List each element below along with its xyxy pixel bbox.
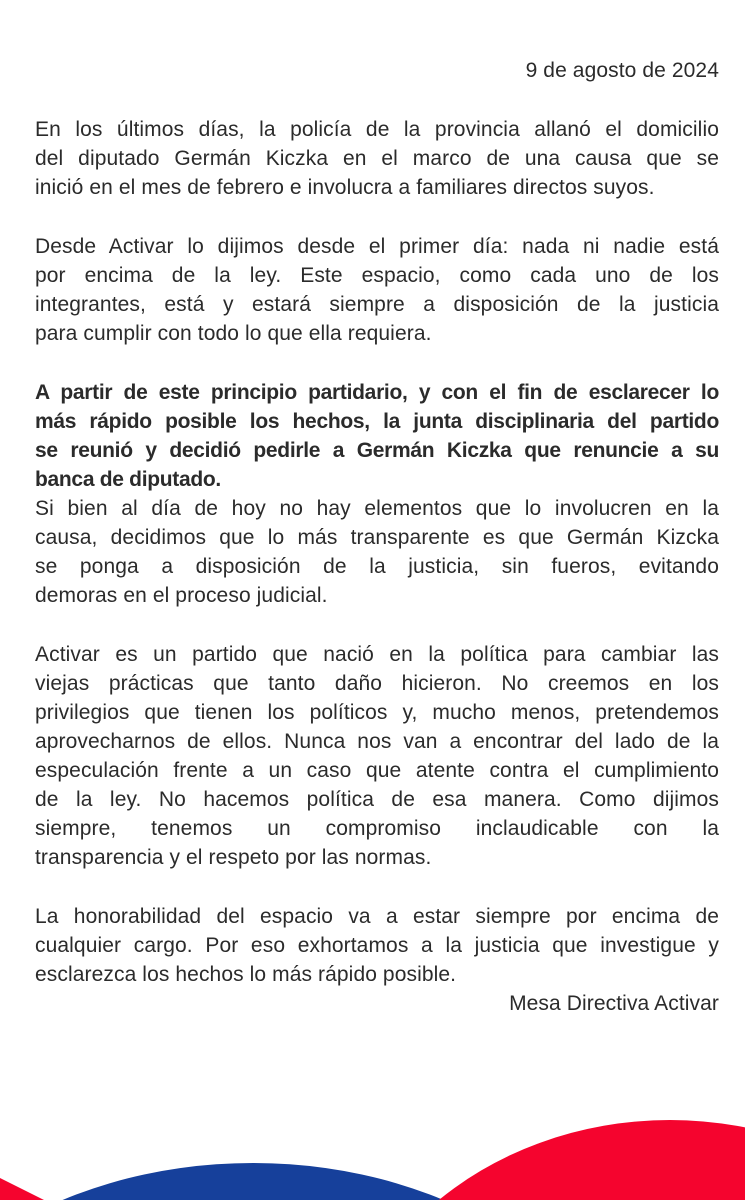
- paragraph-line: por encima de la ley. Este espacio, como cada uno de los: [35, 264, 719, 287]
- statement-date: 9 de agosto de 2024: [525, 59, 719, 82]
- paragraph-line: integrantes, está y estará siempre a disposición de la justicia: [35, 293, 719, 316]
- paragraph-line: de la ley. No hacemos política de esa manera. Como dijimos: [35, 788, 719, 811]
- paragraph-transparencia: [35, 494, 719, 610]
- red-corner-decoration: [0, 1178, 44, 1200]
- paragraph-line: transparencia y el respeto por las normas.: [35, 846, 432, 869]
- paragraph-line: La honorabilidad del espacio va a estar siempre por encima de: [35, 905, 719, 928]
- paragraph-line: inició en el mes de febrero e involucra a familiares directos suyos.: [35, 176, 655, 199]
- paragraph-principio: [35, 232, 719, 348]
- paragraph-line: A partir de este principio partidario, y con el fin de esclarecer lo: [35, 381, 719, 404]
- paragraph-line: aprovecharnos de ellos. Nunca nos van a encontrar del lado de la: [35, 730, 719, 753]
- paragraph-line: causa, decidimos que lo más transparente es que Germán Kizcka: [35, 526, 719, 549]
- paragraph-line: privilegios que tienen los políticos y, mucho menos, pretendemos: [35, 701, 719, 724]
- paragraph-line: se ponga a disposición de la justicia, sin fueros, evitando: [35, 555, 719, 578]
- paragraph-valores: [35, 640, 719, 872]
- paragraph-line: especulación frente a un caso que atente contra el cumplimiento: [35, 759, 719, 782]
- statement-signature: Mesa Directiva Activar: [509, 992, 719, 1015]
- paragraph-line: Desde Activar lo dijimos desde el primer día: nada ni nadie está: [35, 235, 719, 258]
- paragraph-decision-destacada: [35, 378, 719, 494]
- paragraph-line: siempre, tenemos un compromiso inclaudicable con la: [35, 817, 719, 840]
- paragraph-line: banca de diputado.: [35, 468, 221, 491]
- paragraph-line: cualquier cargo. Por eso exhortamos a la justicia que investigue y: [35, 934, 719, 957]
- paragraph-cierre: [35, 902, 719, 989]
- statement-paragraphs: [35, 115, 719, 989]
- paragraph-line: del diputado Germán Kiczka en el marco de una causa que se: [35, 147, 719, 170]
- paragraph-line: se reunió y decidió pedirle a Germán Kiczka que renuncie a su: [35, 439, 719, 462]
- paragraph-intro: [35, 115, 719, 202]
- red-circle-decoration: [330, 1120, 745, 1200]
- paragraph-line: viejas prácticas que tanto daño hicieron. No creemos en los: [35, 672, 719, 695]
- paragraph-line: Si bien al día de hoy no hay elementos que lo involucren en la: [35, 497, 719, 520]
- paragraph-line: En los últimos días, la policía de la provincia allanó el domicilio: [35, 118, 719, 141]
- paragraph-line: demoras en el proceso judicial.: [35, 584, 328, 607]
- paragraph-line: Activar es un partido que nació en la política para cambiar las: [35, 643, 719, 666]
- paragraph-line: esclarezca los hechos lo más rápido posible.: [35, 963, 457, 986]
- blue-circle-decoration: [0, 1163, 628, 1200]
- paragraph-line: para cumplir con todo lo que ella requiera.: [35, 322, 432, 345]
- paragraph-line: más rápido posible los hechos, la junta disciplinaria del partido: [35, 410, 719, 433]
